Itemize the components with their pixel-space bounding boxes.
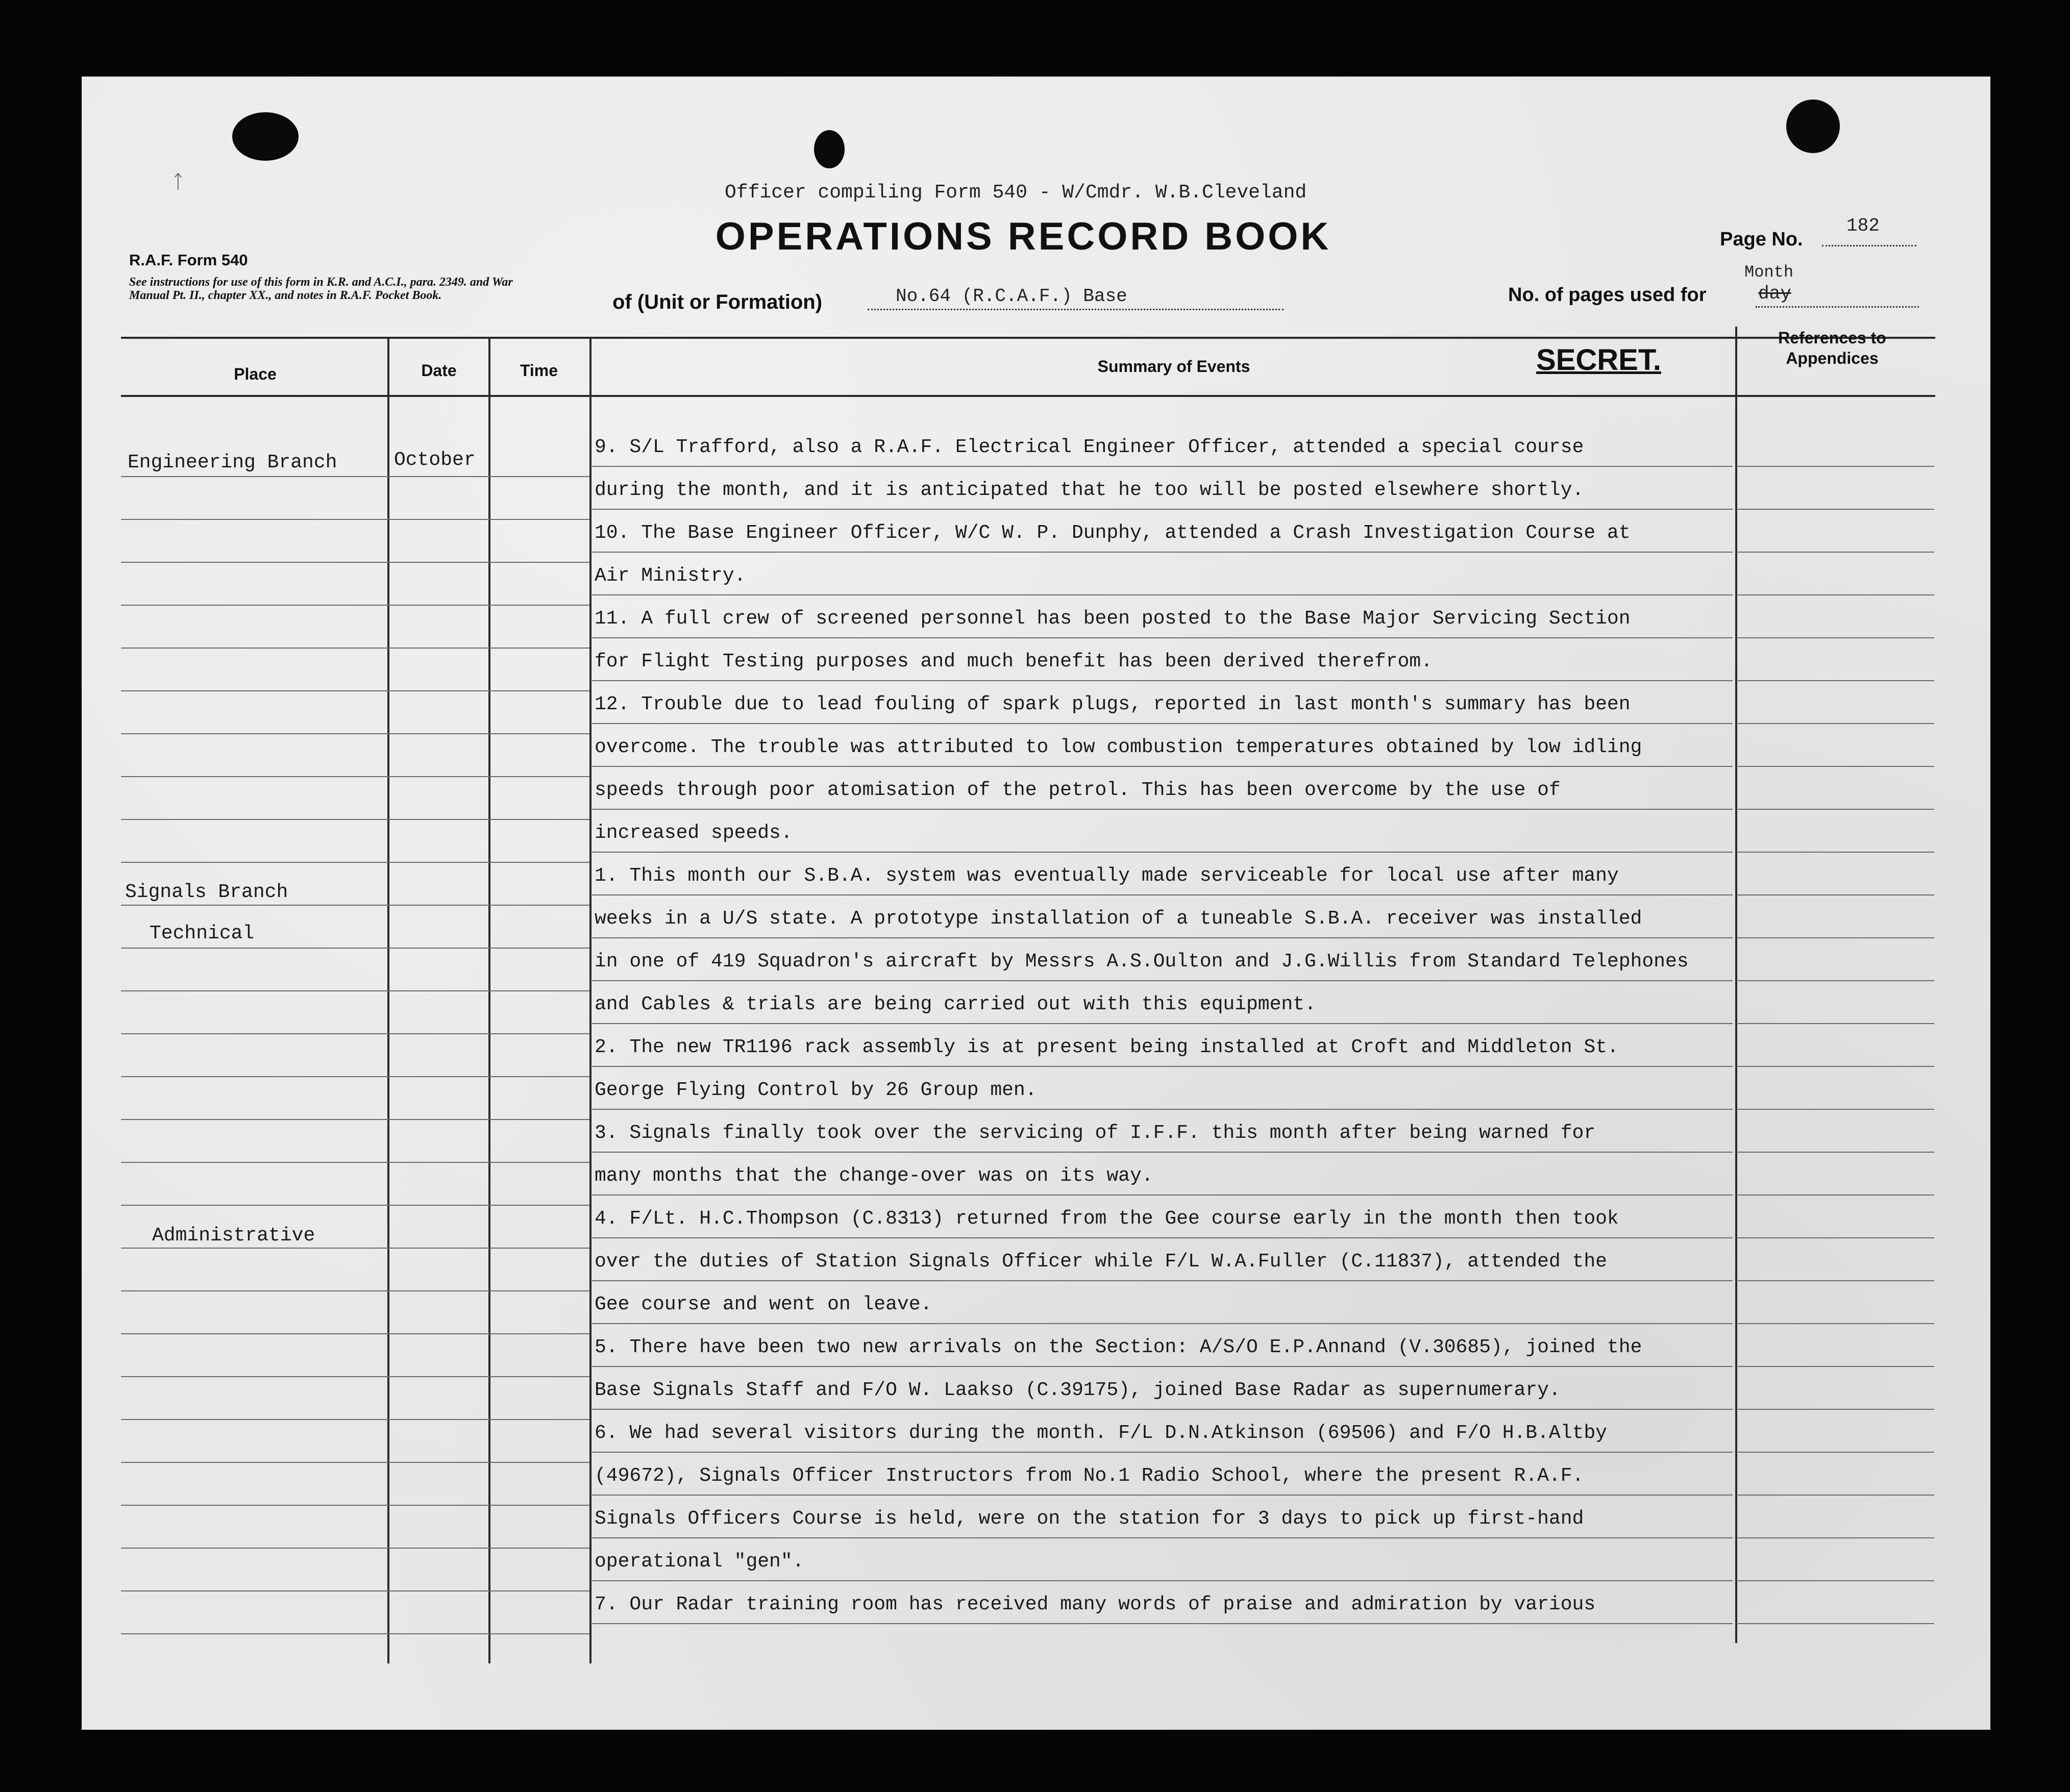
ruled-line bbox=[1738, 1495, 1934, 1496]
pages-used-struck-word: day bbox=[1758, 283, 1791, 304]
page-no-label: Page No. bbox=[1720, 229, 1803, 250]
summary-line: 9. S/L Trafford, also a R.A.F. Electrical Engineer Officer, attended a special course bbox=[595, 436, 1584, 458]
ruled-line bbox=[592, 1237, 1733, 1238]
ruled-line bbox=[1738, 723, 1934, 724]
summary-line: 11. A full crew of screened personnel has been posted to the Base Major Servicing Section bbox=[595, 608, 1631, 630]
ruled-line bbox=[121, 519, 589, 520]
ruled-line bbox=[121, 1119, 589, 1120]
ruled-line bbox=[121, 1248, 589, 1249]
summary-line: 4. F/Lt. H.C.Thompson (C.8313) returned from the Gee course early in the month then took bbox=[595, 1208, 1619, 1230]
summary-line: and Cables & trials are being carried out with this equipment. bbox=[595, 993, 1316, 1015]
ruled-line bbox=[1738, 766, 1934, 767]
ruled-line bbox=[592, 1323, 1733, 1324]
summary-line: 5. There have been two new arrivals on the Section: A/S/O E.P.Annand (V.30685), joined the bbox=[595, 1336, 1642, 1358]
ruled-line bbox=[121, 862, 589, 863]
summary-line: Signals Officers Course is held, were on the station for 3 days to pick up first-hand bbox=[595, 1508, 1584, 1530]
form-id: R.A.F. Form 540 bbox=[129, 251, 248, 269]
ruled-line bbox=[1738, 1537, 1934, 1538]
ruled-line bbox=[592, 723, 1733, 724]
ruled-line bbox=[1738, 552, 1934, 553]
ruled-line bbox=[1738, 680, 1934, 681]
summary-line: for Flight Testing purposes and much benefit has been derived therefrom. bbox=[595, 651, 1433, 673]
pages-used-month: Month bbox=[1744, 263, 1794, 282]
ruled-line bbox=[121, 1419, 589, 1420]
ruled-line bbox=[1738, 1409, 1934, 1410]
summary-line: increased speeds. bbox=[595, 822, 793, 844]
ruled-line bbox=[1738, 937, 1934, 938]
ruled-line bbox=[592, 594, 1733, 595]
ruled-line bbox=[1738, 1023, 1934, 1024]
ruled-line bbox=[1738, 1452, 1934, 1453]
table-header-bottom-border bbox=[121, 395, 1935, 397]
ruled-line bbox=[1738, 637, 1934, 638]
ruled-line bbox=[121, 776, 589, 777]
pages-used-dotted-line bbox=[1756, 306, 1919, 308]
ruled-line bbox=[592, 1409, 1733, 1410]
ruled-line bbox=[592, 1194, 1733, 1196]
ruled-line bbox=[1738, 1237, 1934, 1238]
ruled-line bbox=[592, 552, 1733, 553]
ruled-line bbox=[592, 1580, 1733, 1581]
ruled-line bbox=[1738, 1066, 1934, 1067]
pencil-tick-mark: ᛏ bbox=[172, 171, 184, 192]
ruled-line bbox=[121, 1633, 589, 1634]
ruled-line bbox=[592, 1023, 1733, 1024]
form-instructions-note: See instructions for use of this form in K.R. and A.C.I., para. 2349. and War Manual Pt. II., chapter XX., and notes in R.A.F. Pocket Book. bbox=[129, 276, 513, 302]
ruled-line bbox=[121, 1462, 589, 1463]
ruled-line bbox=[592, 1537, 1733, 1538]
ruled-line bbox=[592, 852, 1733, 853]
ruled-line bbox=[1738, 1194, 1934, 1196]
unit-label: of (Unit or Formation) bbox=[612, 291, 823, 313]
ruled-line bbox=[1738, 1580, 1934, 1581]
summary-line: many months that the change-over was on its way. bbox=[595, 1165, 1153, 1187]
place-date-divider bbox=[387, 337, 389, 1663]
ruled-line bbox=[1738, 1280, 1934, 1281]
column-header-time: Time bbox=[520, 361, 558, 380]
ruled-line bbox=[121, 1290, 589, 1291]
ruled-line bbox=[592, 894, 1733, 895]
ruled-line bbox=[592, 680, 1733, 681]
summary-line: in one of 419 Squadron's aircraft by Messrs A.S.Oulton and J.G.Willis from Standard Telephones bbox=[595, 951, 1689, 973]
time-summary-divider bbox=[589, 337, 592, 1663]
summary-line: Air Ministry. bbox=[595, 565, 746, 587]
ruled-line bbox=[121, 990, 589, 991]
page-title: OPERATIONS RECORD BOOK bbox=[715, 215, 1332, 258]
date-october: October bbox=[394, 449, 476, 471]
ruled-line bbox=[1738, 1152, 1934, 1153]
summary-line: 10. The Base Engineer Officer, W/C W. P. Dunphy, attended a Crash Investigation Course at bbox=[595, 522, 1631, 544]
ruled-line bbox=[121, 1333, 589, 1334]
ruled-line bbox=[592, 1366, 1733, 1367]
summary-references-divider bbox=[1735, 327, 1737, 1643]
ruled-line bbox=[1738, 1366, 1934, 1367]
ruled-line bbox=[1738, 894, 1934, 895]
ruled-line bbox=[121, 605, 589, 606]
ruled-line bbox=[1738, 594, 1934, 595]
ruled-line bbox=[1738, 1623, 1934, 1624]
summary-line: 3. Signals finally took over the servicing of I.F.F. this month after being warned for bbox=[595, 1122, 1596, 1144]
ruled-line bbox=[121, 905, 589, 906]
column-header-summary: Summary of Events bbox=[1097, 357, 1250, 376]
unit-value: No.64 (R.C.A.F.) Base bbox=[896, 286, 1127, 307]
unit-dotted-line bbox=[868, 309, 1284, 310]
ruled-line bbox=[592, 1066, 1733, 1067]
ruled-line bbox=[1738, 509, 1934, 510]
ruled-line bbox=[592, 637, 1733, 638]
ruled-line bbox=[121, 819, 589, 820]
punch-hole-center bbox=[814, 130, 845, 168]
ruled-line bbox=[592, 1152, 1733, 1153]
summary-line: over the duties of Station Signals Officer while F/L W.A.Fuller (C.11837), attended the bbox=[595, 1251, 1607, 1273]
ruled-line bbox=[592, 1495, 1733, 1496]
summary-line: George Flying Control by 26 Group men. bbox=[595, 1079, 1037, 1101]
officer-compiling: Officer compiling Form 540 - W/Cmdr. W.B.Cleveland bbox=[725, 182, 1307, 204]
summary-line: Base Signals Staff and F/O W. Laakso (C.39175), joined Base Radar as supernumerary. bbox=[595, 1379, 1561, 1401]
pages-used-label: No. of pages used for bbox=[1508, 284, 1707, 306]
summary-line: during the month, and it is anticipated that he too will be posted elsewhere shortly. bbox=[595, 479, 1584, 501]
summary-line: operational "gen". bbox=[595, 1551, 804, 1573]
ruled-line bbox=[592, 466, 1733, 467]
punch-hole-left bbox=[232, 112, 299, 161]
summary-line: 6. We had several visitors during the month. F/L D.N.Atkinson (69506) and F/O H.B.Altby bbox=[595, 1422, 1607, 1444]
punch-hole-right bbox=[1786, 99, 1840, 153]
ruled-line bbox=[592, 1452, 1733, 1453]
ruled-line bbox=[121, 648, 589, 649]
ruled-line bbox=[592, 509, 1733, 510]
place-administrative: Administrative bbox=[152, 1225, 315, 1247]
summary-line: 1. This month our S.B.A. system was eventually made serviceable for local use after many bbox=[595, 865, 1619, 887]
secret-stamp: SECRET. bbox=[1536, 343, 1661, 377]
summary-line: 2. The new TR1196 rack assembly is at present being installed at Croft and Middleton St. bbox=[595, 1036, 1619, 1058]
ruled-line bbox=[1738, 1323, 1934, 1324]
ruled-line bbox=[121, 1548, 589, 1549]
ruled-line bbox=[121, 476, 589, 477]
table-top-border bbox=[121, 337, 1935, 339]
ruled-line bbox=[1738, 809, 1934, 810]
place-signals-branch: Signals Branch bbox=[125, 881, 288, 903]
page-no-value: 182 bbox=[1846, 215, 1880, 236]
summary-line: Gee course and went on leave. bbox=[595, 1293, 932, 1315]
ruled-line bbox=[592, 1109, 1733, 1110]
ruled-line bbox=[121, 1590, 589, 1591]
summary-line: 12. Trouble due to lead fouling of spark plugs, reported in last month's summary has been bbox=[595, 693, 1631, 715]
ruled-line bbox=[121, 1376, 589, 1377]
ruled-line bbox=[592, 809, 1733, 810]
ruled-line bbox=[121, 562, 589, 563]
ruled-line bbox=[121, 1033, 589, 1034]
ruled-line bbox=[592, 1280, 1733, 1281]
column-header-references: References to Appendices bbox=[1778, 329, 1886, 367]
summary-line: overcome. The trouble was attributed to low combustion temperatures obtained by low idling bbox=[595, 736, 1642, 758]
summary-line: speeds through poor atomisation of the petrol. This has been overcome by the use of bbox=[595, 779, 1561, 801]
page-no-dotted-line bbox=[1822, 245, 1916, 246]
ruled-line bbox=[1738, 980, 1934, 981]
ruled-line bbox=[121, 1162, 589, 1163]
column-header-date: Date bbox=[421, 361, 457, 380]
ruled-line bbox=[1738, 1109, 1934, 1110]
summary-line: (49672), Signals Officer Instructors from No.1 Radio School, where the present R.A.F. bbox=[595, 1465, 1584, 1487]
date-time-divider bbox=[488, 337, 490, 1663]
ruled-line bbox=[121, 1505, 589, 1506]
ruled-line bbox=[592, 766, 1733, 767]
ruled-line bbox=[592, 937, 1733, 938]
ruled-line bbox=[121, 1205, 589, 1206]
ruled-line bbox=[121, 948, 589, 949]
ruled-line bbox=[121, 733, 589, 734]
place-technical: Technical bbox=[150, 923, 255, 944]
ruled-line bbox=[121, 690, 589, 691]
column-header-place: Place bbox=[234, 365, 277, 383]
ruled-line bbox=[1738, 852, 1934, 853]
place-engineering-branch: Engineering Branch bbox=[128, 452, 337, 474]
ruled-line bbox=[592, 980, 1733, 981]
summary-line: weeks in a U/S state. A prototype installation of a tuneable S.B.A. receiver was installed bbox=[595, 908, 1642, 930]
summary-line: 7. Our Radar training room has received many words of praise and admiration by various bbox=[595, 1594, 1596, 1615]
ruled-line bbox=[592, 1623, 1733, 1624]
ruled-line bbox=[1738, 466, 1934, 467]
ruled-line bbox=[121, 1076, 589, 1077]
